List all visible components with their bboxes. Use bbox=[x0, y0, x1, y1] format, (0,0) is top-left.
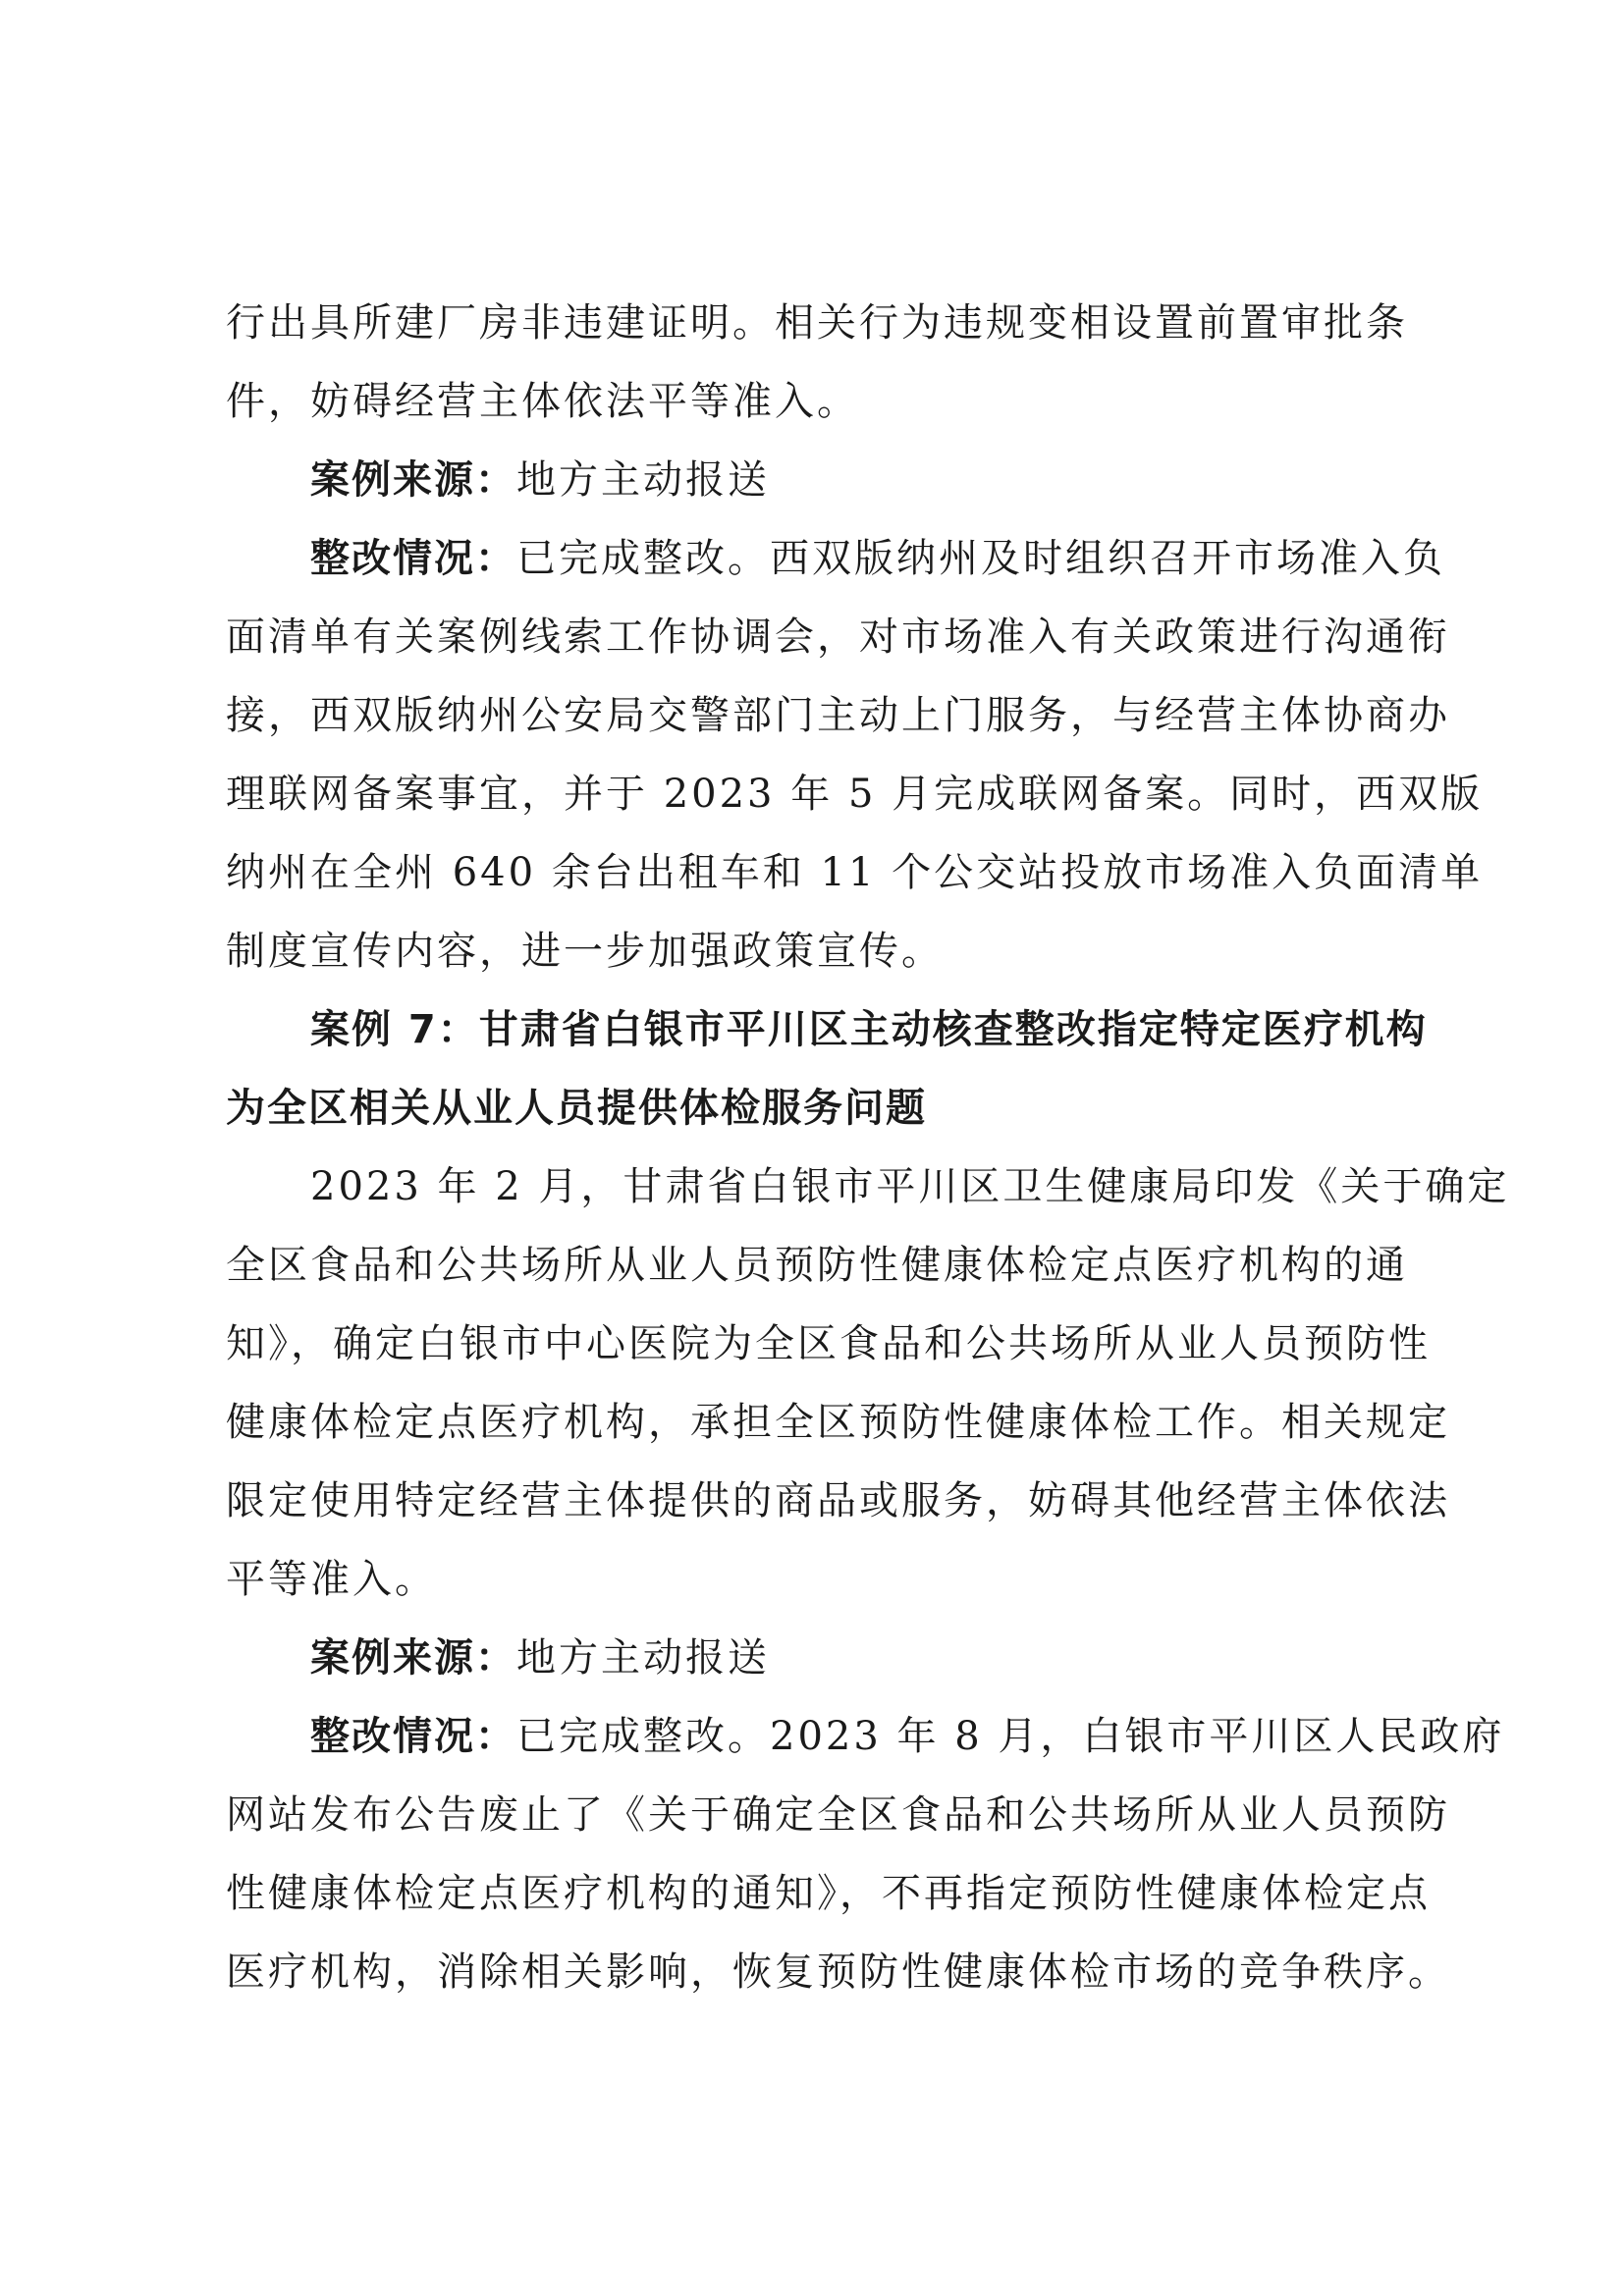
case7-body-line: 全区食品和公共场所从业人员预防性健康体检定点医疗机构的通 bbox=[226, 1243, 1408, 1288]
case6-rectification-first-line bbox=[226, 519, 1445, 598]
case7-body-line: 2023 年 2 月，甘肃省白银市平川区卫生健康局印发《关于确定 bbox=[310, 1164, 1510, 1209]
case7-source-label: 案例来源： bbox=[310, 1635, 516, 1681]
case7-body-line: 知》，确定白银市中心医院为全区食品和公共场所从业人员预防性 bbox=[226, 1321, 1431, 1366]
document-page bbox=[226, 0, 1510, 2296]
case6-source-text: 地方主动报送 bbox=[516, 457, 770, 503]
case7-rectification-line: 医疗机构，消除相关影响，恢复预防性健康体检市场的竞争秩序。 bbox=[226, 1949, 1450, 1995]
case6-source-label: 案例来源： bbox=[310, 457, 516, 503]
case6-rectification-line: 接，西双版纳州公安局交警部门主动上门服务，与经营主体协商办 bbox=[226, 693, 1450, 738]
intro-line-2: 件，妨碍经营主体依法平等准入。 bbox=[226, 379, 859, 424]
case7-rectification bbox=[226, 1697, 1505, 2011]
case7-body-line: 限定使用特定经营主体提供的商品或服务，妨碍其他经营主体依法 bbox=[226, 1478, 1450, 1523]
intro-paragraph bbox=[226, 284, 1408, 441]
case6-rectification bbox=[226, 519, 1484, 990]
case7-heading bbox=[226, 990, 1428, 1148]
case6-rectification-line: 制度宣传内容，进一步加强政策宣传。 bbox=[226, 929, 944, 974]
case7-source bbox=[226, 1619, 1404, 1697]
case7-source-text: 地方主动报送 bbox=[516, 1635, 770, 1681]
case6-rectification-first-text: 已完成整改。西双版纳州及时组织召开市场准入负 bbox=[516, 536, 1445, 581]
case6-source bbox=[226, 441, 1404, 519]
intro-line-1: 行出具所建厂房非违建证明。相关行为违规变相设置前置审批条 bbox=[226, 300, 1408, 346]
case6-rectification-line: 理联网备案事宜，并于 2023 年 5 月完成联网备案。同时，西双版 bbox=[226, 772, 1484, 817]
case6-rectification-line: 面清单有关案例线索工作协调会，对市场准入有关政策进行沟通衔 bbox=[226, 614, 1450, 660]
case7-rectification-first-line bbox=[226, 1697, 1505, 1776]
case6-rectification-line: 纳州在全州 640 余台出租车和 11 个公交站投放市场准入负面清单 bbox=[226, 850, 1484, 895]
case7-body bbox=[226, 1148, 1510, 1619]
case7-rectification-line: 网站发布公告废止了《关于确定全区食品和公共场所从业人员预防 bbox=[226, 1792, 1450, 1838]
case7-rectification-line: 性健康体检定点医疗机构的通知》，不再指定预防性健康体检定点 bbox=[226, 1871, 1431, 1916]
case7-heading-line-1: 案例 7：甘肃省白银市平川区主动核查整改指定特定医疗机构 bbox=[310, 1007, 1428, 1052]
case7-rectification-first-text: 已完成整改。2023 年 8 月，白银市平川区人民政府 bbox=[516, 1714, 1505, 1759]
case7-rectification-label: 整改情况： bbox=[310, 1714, 516, 1759]
case6-rectification-label: 整改情况： bbox=[310, 536, 516, 581]
case7-body-line: 健康体检定点医疗机构，承担全区预防性健康体检工作。相关规定 bbox=[226, 1400, 1450, 1445]
case7-heading-line-2: 为全区相关从业人员提供体检服务问题 bbox=[226, 1086, 927, 1131]
case7-body-line: 平等准入。 bbox=[226, 1557, 437, 1602]
